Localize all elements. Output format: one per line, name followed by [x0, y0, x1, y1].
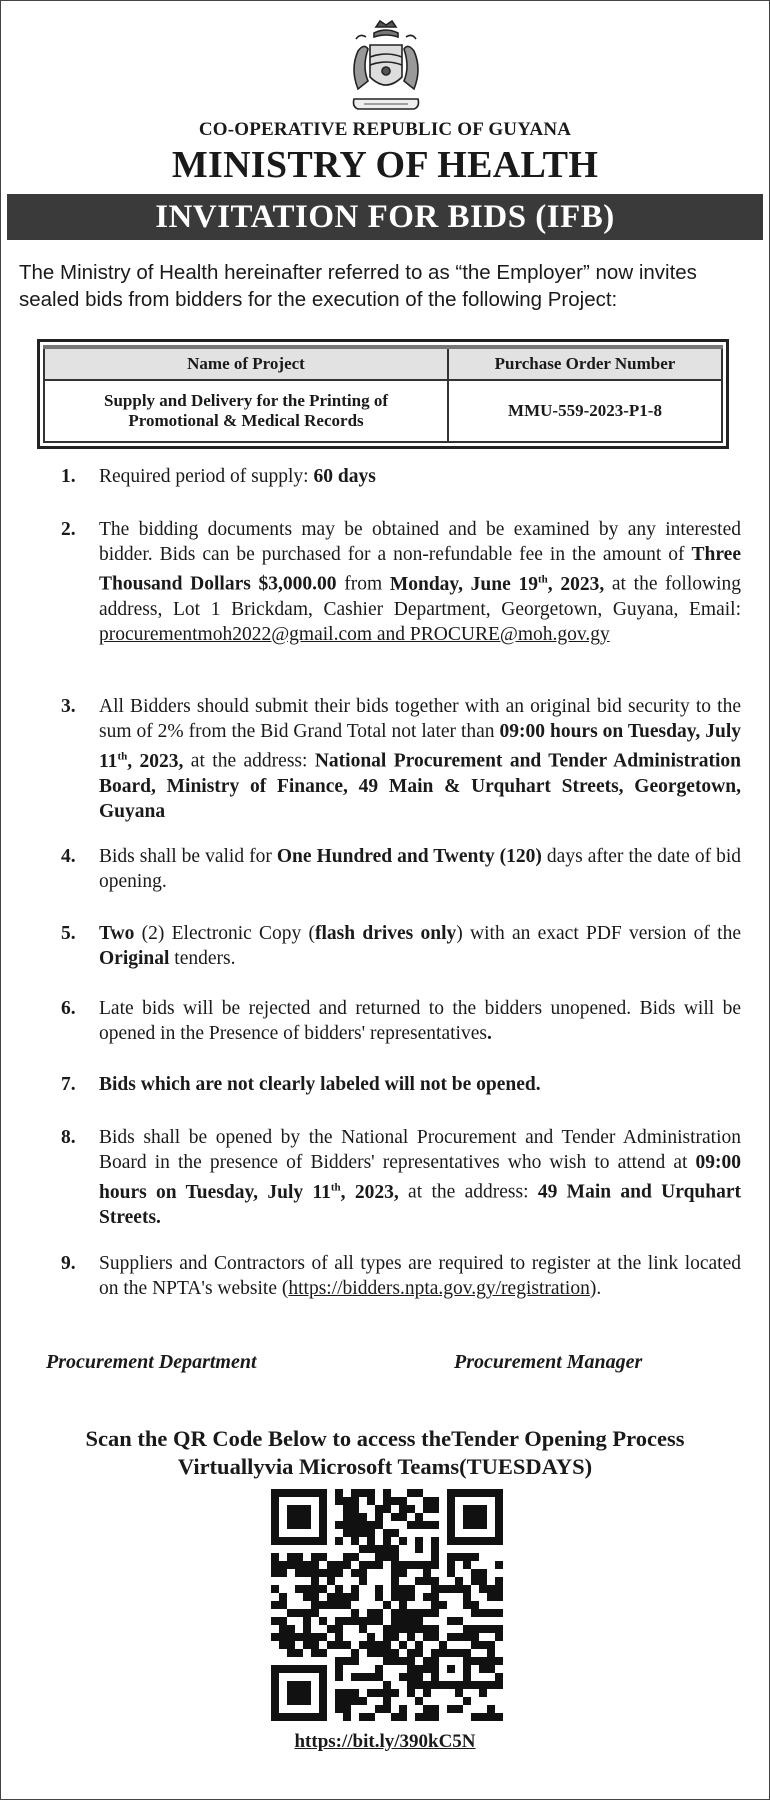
- original-note: Original: [99, 948, 170, 969]
- item-6-period: .: [486, 1023, 492, 1044]
- republic-heading: CO-OPERATIVE REPUBLIC OF GUYANA: [198, 119, 572, 140]
- item-text: [99, 1125, 741, 1230]
- item-5-text-b: (2) Electronic Copy (: [134, 923, 316, 944]
- validity-period: One Hundred and Twenty (120): [276, 846, 542, 867]
- item-text: [99, 517, 741, 647]
- item-number: 4.: [61, 846, 76, 867]
- date-suffix: th: [330, 1181, 341, 1193]
- item-text: [99, 1072, 741, 1097]
- scan-line-1: Scan the QR Code Below to access theTender Opening Process: [85, 1426, 685, 1451]
- flash-drives-note: flash drives only: [315, 923, 457, 944]
- item-3-text-a: All Bidders should submit their bids together with an original bid security to the sum of 2% from the Bid Grand Total not later than: [99, 696, 741, 742]
- item-4-text-c: days after the date of bid opening.: [99, 846, 742, 892]
- item-number: 8.: [61, 1127, 76, 1148]
- sale-date-text: Monday, June 19: [389, 573, 538, 595]
- opening-address: 49 Main and Urquhart Streets.: [99, 1181, 742, 1228]
- table-row: [44, 380, 722, 442]
- opening-time-text: 09:00 hours on Tuesday, July 11: [99, 1152, 741, 1203]
- item-number: 1.: [61, 466, 76, 487]
- ifb-title-banner: INVITATION FOR BIDS (IFB): [7, 194, 763, 240]
- coat-of-arms-emblem: [336, 19, 436, 119]
- opening-year: , 2023,: [340, 1181, 399, 1203]
- item-number: 6.: [61, 998, 76, 1019]
- sale-date-year: , 2023,: [547, 573, 605, 595]
- qr-short-url[interactable]: https://bit.ly/390kC5N: [294, 1731, 476, 1752]
- intro-paragraph: The Ministry of Health hereinafter referred to as “the Employer” now invites sealed bids from bidders for the execution of the following Project:: [19, 261, 697, 311]
- item-text: [99, 844, 741, 894]
- email-link[interactable]: procurementmoh2022@gmail.com and PROCURE@moh.gov.gy: [99, 623, 610, 645]
- registration-link[interactable]: https://bidders.npta.gov.gy/registration: [288, 1278, 590, 1299]
- purchase-order-cell: MMU-559-2023-P1-8: [448, 380, 722, 442]
- purchase-order-header: Purchase Order Number: [448, 347, 722, 380]
- item-2-text-a: The bidding documents may be obtained and be examined by any interested bidder. Bids can be purchased for a non-refundable fee in the amount of: [99, 519, 741, 565]
- qr-code-image[interactable]: [271, 1489, 503, 1721]
- table-header-row: [44, 347, 722, 380]
- item-text: [99, 464, 741, 489]
- scan-line-2: Virtuallyvia Microsoft Teams(TUESDAYS): [177, 1454, 593, 1479]
- item-text: [99, 1251, 741, 1301]
- procurement-department-signature: Procurement Department: [46, 1351, 257, 1373]
- project-name-text: Supply and Delivery for the Printing of Promotional & Medical Records: [104, 391, 388, 430]
- procurement-manager-signature: Procurement Manager: [454, 1351, 643, 1373]
- sale-start-date: [390, 574, 604, 595]
- item-text: [99, 921, 741, 971]
- project-name-header: Name of Project: [44, 347, 448, 380]
- ministry-heading: MINISTRY OF HEALTH: [171, 144, 599, 186]
- date-suffix: th: [117, 750, 128, 762]
- item-8-text-a: Bids shall be opened by the National Procurement and Tender Administration Board in the presence of Bidders' representatives who wish to attend at: [99, 1127, 741, 1173]
- project-table: [43, 345, 723, 443]
- item-1-text: Required period of supply:: [99, 466, 314, 487]
- item-number: 2.: [61, 519, 76, 540]
- item-8-text-d: at the address:: [398, 1181, 538, 1203]
- item-number: 9.: [61, 1253, 76, 1274]
- item-4-text-a: Bids shall be valid for: [99, 846, 277, 867]
- item-5-text-f: tenders.: [169, 948, 236, 969]
- labeling-warning: Bids which are not clearly labeled will not be opened.: [99, 1074, 541, 1095]
- deadline-year: , 2023,: [127, 750, 184, 772]
- item-9-text-b: ).: [589, 1278, 602, 1299]
- item-number: 3.: [61, 696, 76, 717]
- item-2-text-f: at the following address, Lot 1 Brickdam, Cashier Department, Georgetown, Guyana, Email:: [99, 573, 742, 620]
- item-number: 5.: [61, 923, 76, 944]
- copy-count: Two: [99, 923, 135, 944]
- scan-instructions: [1, 1425, 769, 1481]
- item-text: [99, 694, 741, 824]
- item-5-text-d: ) with an exact PDF version of the: [456, 923, 741, 944]
- item-3-text-d: at the address:: [183, 750, 315, 772]
- fee-amount: Three Thousand Dollars $3,000.00: [99, 544, 741, 595]
- item-2-text-c: from: [336, 573, 390, 595]
- project-table-frame: [37, 339, 729, 449]
- submission-address: National Procurement and Tender Administration Board, Ministry of Finance, 49 Main & Urquhart Streets, Georgetown, Guyana: [99, 750, 742, 822]
- supply-period: 60 days: [313, 466, 376, 487]
- item-text: [99, 996, 741, 1046]
- date-suffix: th: [537, 573, 548, 585]
- item-9-text-a: Suppliers and Contractors of all types are required to register at the link located on the NPTA's website (: [99, 1253, 741, 1299]
- deadline-text: 09:00 hours on Tuesday, July 11: [99, 721, 741, 772]
- project-name-cell: [44, 380, 448, 442]
- item-6-text-a: Late bids will be rejected and returned to the bidders unopened. Bids will be opened in the Presence of bidders' representatives: [99, 998, 741, 1044]
- item-number: 7.: [61, 1074, 76, 1095]
